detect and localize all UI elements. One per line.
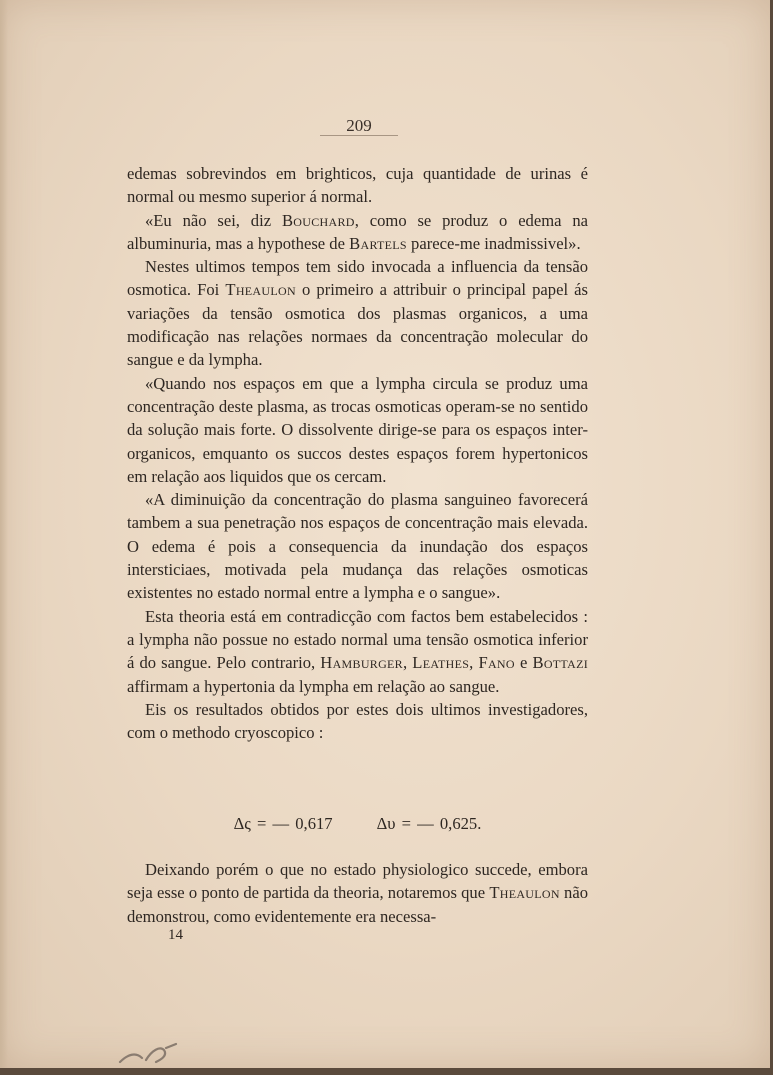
paragraph bbox=[127, 698, 588, 745]
author-name: Hamburger bbox=[320, 653, 403, 673]
header-rule bbox=[320, 135, 398, 136]
formula-lymph: Δς = — 0,617 bbox=[233, 814, 333, 833]
pencil-scribble-mark bbox=[116, 1036, 196, 1066]
author-name: Bartels bbox=[349, 233, 407, 253]
author-name: Fano bbox=[478, 653, 515, 673]
text-run: , bbox=[469, 653, 479, 673]
author-name: Bouchard bbox=[281, 210, 355, 230]
text-run: não demonstrou, como evidentemente era necessa- bbox=[127, 883, 589, 926]
lower-text bbox=[127, 858, 588, 928]
paragraph bbox=[127, 488, 588, 604]
paragraph bbox=[127, 605, 588, 698]
text-run: Deixando porém o que no estado physiologico succede, embora seja esse o ponto de partida da theoria, notaremos que bbox=[127, 860, 588, 903]
paragraph bbox=[127, 162, 588, 209]
paragraph bbox=[127, 372, 588, 488]
signature-mark: 14 bbox=[168, 927, 183, 943]
author-name: Theaulon bbox=[489, 883, 560, 903]
text-run: affirmam a hypertonia da lympha em relação ao sangue. bbox=[127, 676, 500, 696]
text-run: parece-me inadmissivel». bbox=[406, 233, 581, 253]
author-name: Bottazi bbox=[532, 653, 588, 673]
text-run: e bbox=[514, 653, 533, 673]
cryoscopy-formula bbox=[127, 814, 588, 834]
text-run: Esta theoria está em contradicção com factos bem estabelecidos : a lympha não possue no estado normal uma tensão osmotica inferior á do sangue. Pelo contrario, bbox=[127, 606, 588, 673]
paragraph bbox=[127, 255, 588, 371]
paragraph bbox=[127, 858, 588, 928]
formula-blood: Δυ = — 0,625. bbox=[376, 814, 482, 833]
text-run: , bbox=[403, 653, 413, 673]
text-run: , como se produz o edema na albuminuria, mas a hypothese de bbox=[127, 210, 588, 253]
page-edge-shadow bbox=[0, 0, 8, 1068]
text-run: o primeiro a attribuir o principal papel ás variações da tensão osmotica dos plasmas organicos, a uma modificação nas relações normaes da concentração molecular do sangue e da lympha. bbox=[127, 280, 588, 370]
page-number: 209 bbox=[346, 116, 372, 135]
text-run: edemas sobrevindos em brighticos, cuja quantidade de urinas é normal ou mesmo superior á normal. bbox=[127, 164, 588, 207]
main-text bbox=[127, 162, 588, 744]
paragraph bbox=[127, 209, 588, 256]
text-run: Nestes ultimos tempos tem sido invocada a influencia da tensão osmotica. Foi bbox=[127, 257, 588, 300]
text-run: Eis os resultados obtidos por estes dois ultimos investigadores, com o methodo cryoscopico : bbox=[127, 699, 588, 743]
text-run: «Eu não sei, diz bbox=[145, 210, 282, 230]
text-run: «Quando nos espaços em que a lympha circula se produz uma concentração deste plasma, as trocas osmoticas operam-se no sentido da solução mais forte. O dissolvente dirige-se para os espaços inter-organicos, emquanto os succos destes espaços forem hypertonicos em relação aos liquidos que os cercam. bbox=[127, 373, 588, 486]
author-name: Leathes bbox=[412, 653, 470, 673]
text-run: «A diminuição da concentração do plasma sanguineo favorecerá tambem a sua penetração nos espaços de concentração mais elevada. O edema é pois a consequencia da inundação dos espaços intersticiaes, motivada pela mudança das relações osmoticas existentes no estado normal entre a lympha e o sangue». bbox=[127, 490, 588, 603]
author-name: Theaulon bbox=[225, 280, 296, 300]
